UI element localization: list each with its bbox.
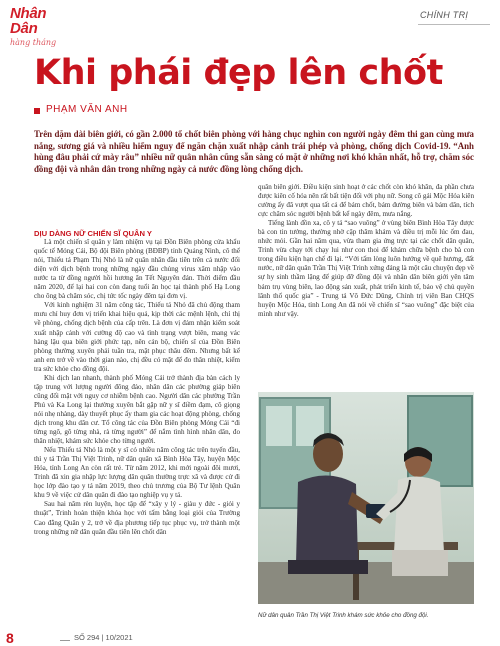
section-subheading: DỊU DÀNG NỮ CHIẾN SĨ QUÂN Y bbox=[34, 229, 152, 238]
article-lead: Trên dặm dài biên giới, có gần 2.000 tổ chốt biên phòng với hàng chục nghìn con người ngày đêm thi gan cùng mưa nắng, sương giá và nhiều hiểm nguy để ngăn chặn xuất nhập cảnh trái phép và phòng, chống dịch Covid-19. “Anh hùng đâu phải cứ mày râu” nhiều nữ quân nhân cũng sẵn sàng có mặt ở những nơi khó khăn nhất, hỗ trợ, chăm sóc đồng đội và nhân dân trong những ngày cả nước đồng lòng chống dịch. bbox=[34, 129, 474, 174]
article-column-2 bbox=[258, 183, 474, 383]
body-paragraph: Là một chiến sĩ quân y làm nhiệm vụ tại Đồn Biên phòng cửa khẩu quốc tế Móng Cái, Bộ đội Biên phòng (BĐBP) tỉnh Quảng Ninh, cô thế nói, Thiếu tá Phạm Thị Nhỏ là nữ quân nhân đầu tiên trên cả nước đối diện với dịch bệnh trong những ngày đầu chủng virus xâm nhập vào nước ta từ đồng người hồi hương ăn Tết Nguyên đán. Thời điểm đầu năm 2020, để lại hai con còn đang tuổi ăn học tại thành phố Hạ Long cho ông bà chăm sóc, chị tức tốc ngày đêm tại đơn vị. bbox=[34, 238, 240, 301]
issue-label: SỐ 294 | 10/2021 bbox=[74, 633, 133, 642]
newspaper-logo bbox=[10, 5, 76, 47]
body-paragraph: Khi dịch lan nhanh, thành phố Móng Cái trở thành địa bàn cách ly tập trung với lượng người đông đảo, nhân dân các phường giáp biên cũng đối mặt với nguy cơ nhiễm bệnh cao. Người dân các phường Trần Phú và Ka Long lại thường xuyên bắt gặp nữ y sĩ điềm đạm, cô giọng nói nhẹ nhàng, dày thuyết phục ấy tham gia các hoạt động phòng, chống dịch trong khu dân cư. Tổ công tác của Đồn Biên phòng Móng Cái “đi từng ngõ, gõ từng nhà, rà từng người” để nắm tình hình nhân dân, đo thân nhiệt, khám sức khỏe cho từng người. bbox=[34, 373, 240, 446]
author-square-icon bbox=[34, 108, 40, 114]
footer-divider bbox=[60, 640, 70, 641]
article-photo bbox=[258, 392, 474, 604]
body-paragraph: Sau hai năm rèn luyện, học tập để “xây y lý - giàu y đức - giỏi y thuật”, Trinh hoàn thiện khóa học với tấm bằng loại giỏi của Trường Cao đẳng Quân y 2, trở về địa phương tiếp tục phục vụ, trở thành một trong những nữ dân quân đầu tiên lên chốt dân bbox=[34, 500, 240, 536]
body-paragraph: quân biên giới. Điều kiện sinh hoạt ở các chốt còn khó khăn, đa phần chưa được kiên cố hóa nên rất bất tiện đối với phụ nữ. Song cô gái Mộc Hóa kiên cường ấy đã vượt qua tất cả để bám chốt, bám đường biên và bám dân, tích cực chăm sóc người bệnh bất kể ngày đêm, mưa nắng. bbox=[258, 183, 474, 219]
logo-subtitle: hàng tháng bbox=[10, 38, 57, 47]
body-paragraph: Với kinh nghiệm 31 năm công tác, Thiếu tá Nhỏ đã chủ động tham mưu chỉ huy đơn vị triển khai hiệu quả, kịp thời các mệnh lệnh, chỉ thị về phòng, chống dịch bệnh của cấp trên. Là đơn vị đảm nhận kiểm soát xuất nhập cảnh với cường độ cao và tình trạng vượt biên, mang vác hàng lậu qua biên giới phức tạp, nên cán bộ, chiến sĩ của Đồn Biên phòng thường xuyên phải tuần tra, mật phục thâu đêm. Nhưng bất kể anh em trở về vào thời gian nào, chị đều có mặt để đo thân nhiệt, kiểm tra sức khỏe cho đồng đội. bbox=[34, 301, 240, 373]
logo-text: Nhân Dân bbox=[10, 5, 47, 37]
body-paragraph: Nếu Thiếu tá Nhỏ là một y sĩ có nhiều năm công tác trên tuyến đầu, thì y tá Trần Thị Việt Trinh, nữ dân quân xã Bình Hòa Tây, huyện Mộc Hóa, tỉnh Long An còn rất trẻ. Từ năm 2012, khi mới ngoài đôi mươi, Trinh đã xin gia nhập lực lượng dân quân thường trực xã và được cử đi học lớp đào tạo y tá năm 2019, theo chủ trương của Bộ Tư lệnh Quân khu 9 về việc cử dân quân đi đào tạo nghiệp vụ y tá. bbox=[34, 446, 240, 500]
article-title: Khi phái đẹp lên chốt bbox=[34, 53, 443, 93]
photo-caption: Nữ dân quân Trần Thị Việt Trinh khám sức khỏe cho đồng đội. bbox=[258, 612, 429, 619]
body-paragraph: Tiếng lành đồn xa, cô y tá “sao vuông” ở vùng biên Bình Hòa Tây được bà con tin tưởng, thường nhờ cập thăm khám và điều trị mỗi lúc ốm đau, nhức mỏi. Gần hai năm qua, vừa tham gia ứng trực tại các chốt dân quân, Trinh vừa chạy tới chạy lui như con thoi để khám chữa bệnh cho bà con trong điều kiện hạn chế đi lại. “Với tấm lòng luôn hướng về quê hương, đất nước, nữ dân quân Trần Thị Việt Trinh xứng đáng là một câu chuyện đẹp về sự hy sinh thầm lặng để giúp đỡ đồng đội và nhân dân biên giới yên tâm bám trụ vùng biên, lao động sản xuất, phát triển kinh tế, bảo vệ chủ quyền lãnh thổ quốc gia” - Trung tá Võ Đức Dũng, Chính trị viên Ban CHQS huyện Mộc Hóa, tỉnh Long An đã nói về chiến sĩ “sao vuông” đặc biệt của mình như vậy. bbox=[258, 219, 474, 318]
section-label: CHÍNH TRỊ bbox=[420, 10, 469, 20]
photo-illustration bbox=[258, 392, 474, 604]
page-number: 8 bbox=[6, 630, 14, 646]
section-divider bbox=[418, 24, 490, 25]
article-column-1 bbox=[34, 229, 240, 621]
article-author: PHẠM VĂN ANH bbox=[46, 104, 128, 115]
